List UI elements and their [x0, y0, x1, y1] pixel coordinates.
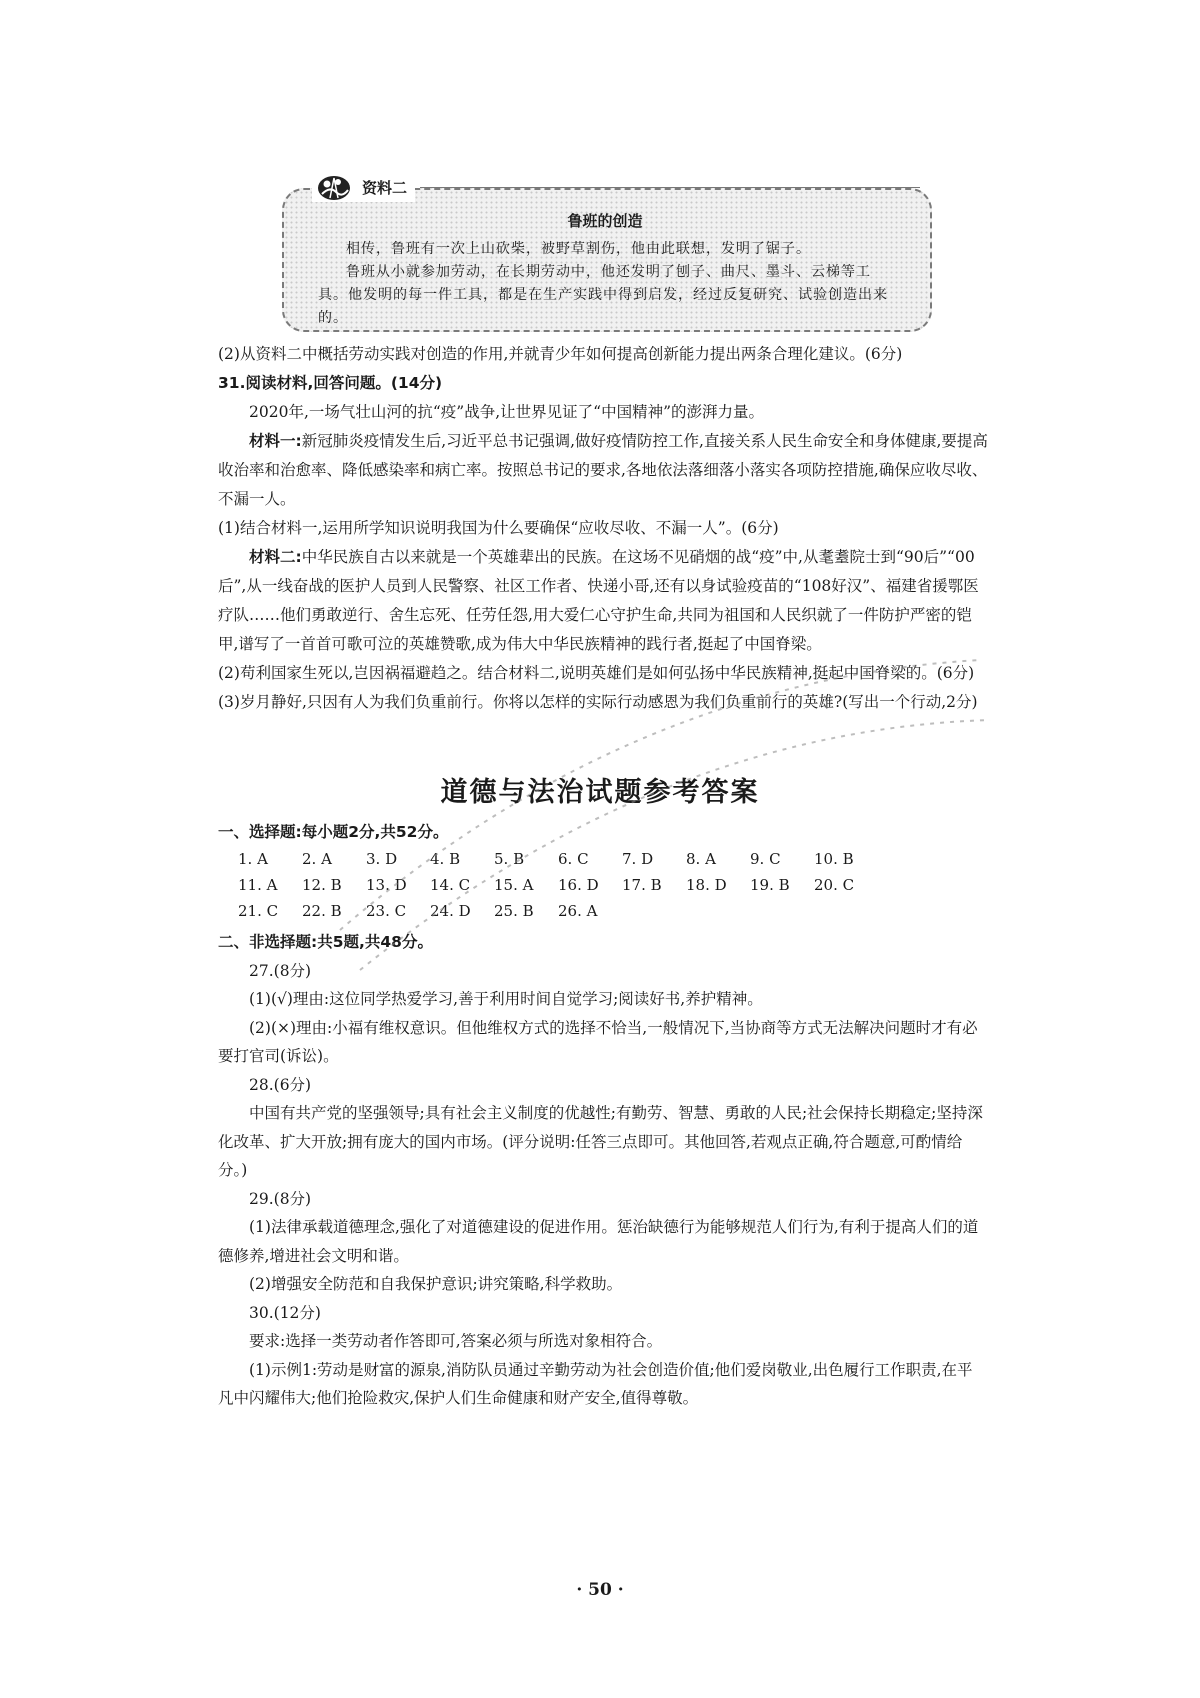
choice-row [238, 872, 878, 898]
answer-30-requirement: 要求:选择一类劳动者作答即可,答案必须与所选对象相符合。 [249, 1332, 663, 1350]
choice-answer: 12. B [302, 876, 342, 894]
choice-answer: 24. D [430, 902, 471, 920]
material-box-label: 资料二 [362, 178, 408, 197]
question-31-heading: 31.阅读材料,回答问题。(14分) [218, 374, 443, 392]
answer-28-text: 中国有共产党的坚强领导;具有社会主义制度的优越性;有勤劳、智慧、勇敢的人民;社会保持长期稳定;坚持深化改革、扩大开放;拥有庞大的国内市场。 [218, 1104, 983, 1151]
question-30-2: (2)从资料二中概括劳动实践对创造的作用,并就青少年如何提高创新能力提出两条合理化建议。(6分) [218, 345, 903, 363]
material-box-title: 鲁班的创造 [567, 212, 643, 230]
non-choice-answers [218, 928, 988, 1413]
material-box-divider [420, 187, 920, 188]
choice-answer: 4. B [430, 850, 461, 868]
choice-answer: 18. D [686, 876, 727, 894]
choice-answer: 2. A [302, 850, 332, 868]
material-1-text: 新冠肺炎疫情发生后,习近平总书记强调,做好疫情防控工作,直接关系人民生命安全和身体健康,要提高收治率和治愈率、降低感染率和病亡率。按照总书记的要求,各地依法落细落小落实各项防控措施,确保应收尽收、不漏一人。 [218, 432, 988, 508]
choice-answer: 26. A [558, 902, 598, 920]
choice-answer: 11. A [238, 876, 278, 894]
material-paragraph: 鲁班从小就参加劳动，在长期劳动中，他还发明了刨子、曲尺、墨斗、云梯等工具。他发明的每一件工具，都是在生产实践中得到启发，经过反复研究、试验创造出来的。 [318, 264, 888, 326]
material-icon [316, 172, 352, 202]
material-paragraph: 相传，鲁班有一次上山砍柴，被野草割伤，他由此联想，发明了锯子。 [346, 241, 811, 257]
choice-row [238, 898, 878, 924]
answer-28 [218, 1099, 988, 1185]
material-2 [218, 543, 988, 659]
question-31-1: (1)结合材料一,运用所学知识说明我国为什么要确保“应收尽收、不漏一人”。(6分) [218, 519, 779, 537]
choice-answer: 7. D [622, 850, 654, 868]
material-2-label: 材料二: [249, 548, 302, 566]
material-1-label: 材料一: [249, 432, 302, 450]
answer-29-heading: 29.(8分) [249, 1189, 312, 1208]
choice-answer: 17. B [622, 876, 662, 894]
choice-answer: 9. C [750, 850, 781, 868]
material-box-body [318, 238, 900, 330]
material-2-text: 中华民族自古以来就是一个英雄辈出的民族。在这场不见硝烟的战“疫”中,从耄耋院士到“90后”“00后”,从一线奋战的医护人员到人民警察、社区工作者、快递小哥,还有以身试验疫苗的“108好汉”、福建省援鄂医疗队……他们勇敢逆行、舍生忘死、任劳任怨,用大爱仁心守护生命,共同为祖国和人民织就了一件防护严密的铠甲,谱写了一首首可歌可泣的英雄赞歌,成为伟大中华民族精神的践行者,挺起了中国脊梁。 [218, 548, 979, 653]
choice-answer: 23. C [366, 902, 407, 920]
answer-28-note: (评分说明:任答三点即可。其他回答,若观点正确,符合题意,可酌情给分。) [218, 1132, 963, 1179]
choice-answer-grid [238, 846, 878, 924]
section-1-heading: 一、选择题:每小题2分,共52分。 [218, 823, 449, 841]
answer-28-heading: 28.(6分) [249, 1075, 312, 1094]
answer-27-2: (2)(×)理由:小福有维权意识。但他维权方式的选择不恰当,一般情况下,当协商等方式无法解决问题时才有必要打官司(诉讼)。 [218, 1018, 978, 1065]
answer-key-title: 道德与法治试题参考答案 [440, 777, 760, 808]
question-31-2: (2)苟利国家生死以,岂因祸福避趋之。结合材料二,说明英雄们是如何弘扬中华民族精神,挺起中国脊梁的。(6分) [218, 664, 975, 682]
section-2-heading: 二、非选择题:共5题,共48分。 [218, 933, 433, 951]
section-1-heading-wrap [218, 818, 988, 847]
answer-29-1: (1)法律承载道德理念,强化了对道德建设的促进作用。惩治缺德行为能够规范人们行为,有利于提高人们的道德修养,增进社会文明和谐。 [218, 1218, 979, 1265]
question-31-intro: 2020年,一场气壮山河的抗“疫”战争,让世界见证了“中国精神”的澎湃力量。 [249, 403, 764, 421]
answer-27-1: (1)(√)理由:这位同学热爱学习,善于利用时间自觉学习;阅读好书,养护精神。 [249, 990, 763, 1008]
material-1 [218, 427, 988, 514]
answer-30-1: (1)示例1:劳动是财富的源泉,消防队员通过辛勤劳动为社会创造价值;他们爱岗敬业,出色履行工作职责,在平凡中闪耀伟大;他们抢险救灾,保护人们生命健康和财产安全,值得尊敬。 [218, 1360, 973, 1407]
answer-27-heading: 27.(8分) [249, 961, 312, 980]
choice-answer: 5. B [494, 850, 525, 868]
choice-answer: 25. B [494, 902, 534, 920]
choice-answer: 14. C [430, 876, 471, 894]
page-number: · 50 · [576, 1580, 624, 1600]
choice-answer: 8. A [686, 850, 716, 868]
answer-29-2: (2)增强安全防范和自我保护意识;讲究策略,科学救助。 [249, 1275, 623, 1293]
choice-answer: 22. B [302, 902, 342, 920]
choice-answer: 21. C [238, 902, 279, 920]
choice-answer: 13. D [366, 876, 407, 894]
choice-answer: 15. A [494, 876, 534, 894]
choice-answer: 16. D [558, 876, 599, 894]
material-box-header [312, 172, 415, 202]
choice-answer: 10. B [814, 850, 854, 868]
answer-30-heading: 30.(12分) [249, 1303, 321, 1322]
question-31-3: (3)岁月静好,只因有人为我们负重前行。你将以怎样的实际行动感恩为我们负重前行的英雄?(写出一个行动,2分) [218, 693, 978, 711]
choice-answer: 19. B [750, 876, 790, 894]
choice-answer: 20. C [814, 876, 855, 894]
choice-row [238, 846, 878, 872]
choice-answer: 6. C [558, 850, 589, 868]
choice-answer: 1. A [238, 850, 268, 868]
questions-block [218, 340, 988, 717]
choice-answer: 3. D [366, 850, 398, 868]
